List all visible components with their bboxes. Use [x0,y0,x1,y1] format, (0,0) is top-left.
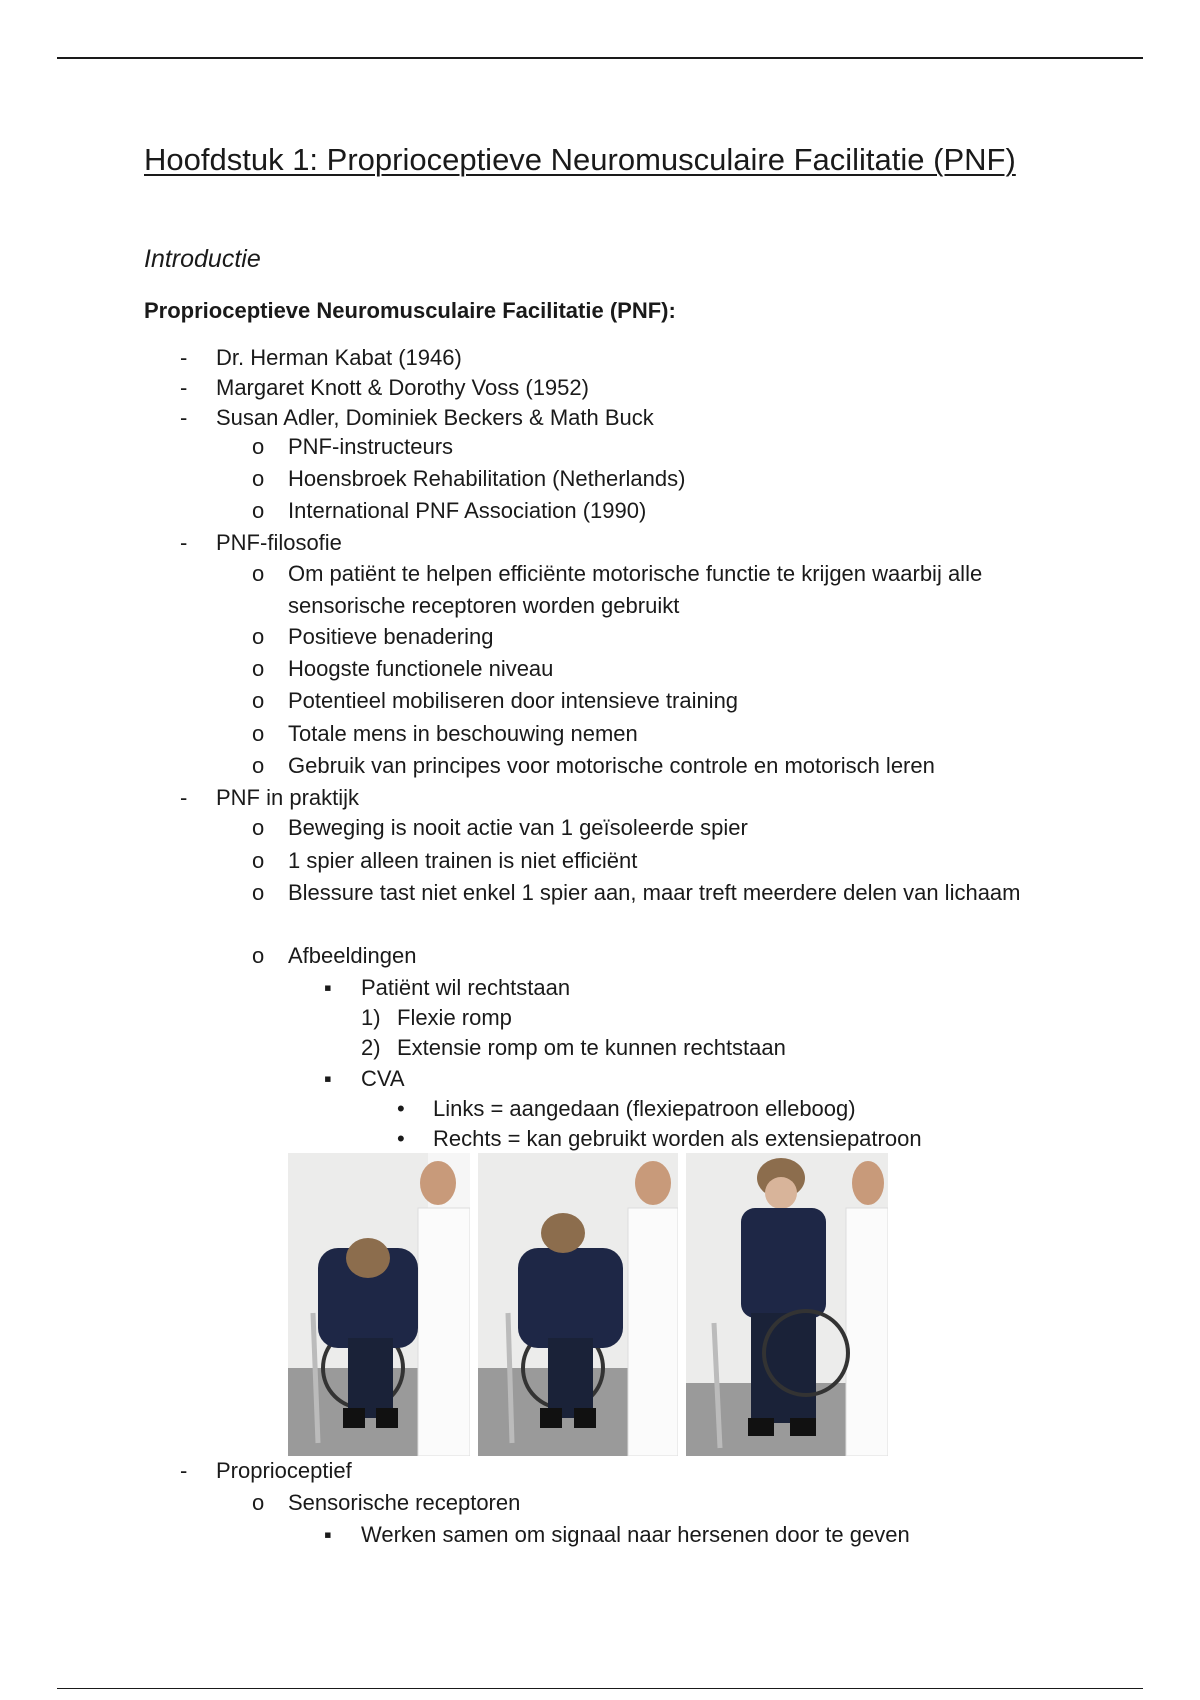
dash-bullet: - [180,405,188,430]
list-item: Extensie romp om te kunnen rechtstaan [397,1035,786,1060]
list-item: PNF-instructeurs [288,434,454,459]
circle-bullet: o [252,624,265,649]
square-bullet: ▪ [324,1066,332,1091]
dash-bullet: - [180,1458,188,1483]
circle-bullet: o [252,943,265,968]
dash-bullet: - [180,345,188,370]
list-item: Flexie romp [397,1005,512,1030]
circle-bullet: o [252,848,265,873]
circle-bullet: o [252,815,265,840]
list-item: Margaret Knott & Dorothy Voss (1952) [216,375,589,400]
list-item: International PNF Association (1990) [288,498,647,523]
photo-flexion-trunk [478,1153,678,1456]
list-number: 2) [361,1035,381,1060]
circle-bullet: o [252,561,265,586]
dash-bullet: - [180,530,188,555]
list-item: Proprioceptief [216,1458,352,1483]
list-item: Totale mens in beschouwing nemen [288,721,638,746]
list-item: Rechts = kan gebruikt worden als extensiepatroon [433,1126,922,1151]
list-item: Potentieel mobiliseren door intensieve training [288,688,739,713]
list-item: Hoensbroek Rehabilitation (Netherlands) [288,466,686,491]
list-item: Links = aangedaan (flexiepatroon elleboog) [433,1096,856,1121]
photo-strip [288,1153,888,1456]
list-item: Sensorische receptoren [288,1490,521,1515]
list-item: Patiënt wil rechtstaan [361,975,571,1000]
list-item: Gebruik van principes voor motorische controle en motorisch leren [288,753,935,778]
list-item: Dr. Herman Kabat (1946) [216,345,462,370]
section-heading: Introductie [144,245,261,273]
list-item: Afbeeldingen [288,943,417,968]
dash-bullet: - [180,375,188,400]
circle-bullet: o [252,721,265,746]
list-item: 1 spier alleen trainen is niet efficiënt [288,848,638,873]
list-item: Susan Adler, Dominiek Beckers & Math Buck [216,405,654,430]
list-item: Om patiënt te helpen efficiënte motorische functie te krijgen waarbij alle sensorische receptoren worden gebruikt [288,561,983,618]
circle-bullet: o [252,434,265,459]
square-bullet: ▪ [324,1522,332,1547]
list-item: Positieve benadering [288,624,494,649]
footer-rule [57,1688,1143,1689]
list-number: 1) [361,1005,381,1030]
photo-extension-stand [686,1153,888,1456]
photo-flexion-start [288,1153,470,1456]
list-item: CVA [361,1066,405,1091]
circle-bullet: o [252,753,265,778]
list-item: Blessure tast niet enkel 1 spier aan, maar treft meerdere delen van lichaam [288,880,1021,905]
circle-bullet: o [252,656,265,681]
circle-bullet: o [252,880,265,905]
page-title: Hoofdstuk 1: Proprioceptieve Neuromusculaire Facilitatie (PNF) [144,142,1016,177]
list-item: PNF in praktijk [216,785,360,810]
square-bullet: ▪ [324,975,332,1000]
circle-bullet: o [252,466,265,491]
dash-bullet: - [180,785,188,810]
circle-bullet: o [252,498,265,523]
round-bullet: • [397,1126,405,1151]
circle-bullet: o [252,1490,265,1515]
list-item: Beweging is nooit actie van 1 geïsoleerde spier [288,815,748,840]
list-item: Werken samen om signaal naar hersenen door te geven [361,1522,910,1547]
round-bullet: • [397,1096,405,1121]
header-rule [57,57,1143,59]
list-item: PNF-filosofie [216,530,342,555]
list-item: Hoogste functionele niveau [288,656,554,681]
subheading: Proprioceptieve Neuromusculaire Facilitatie (PNF): [144,298,676,323]
circle-bullet: o [252,688,265,713]
